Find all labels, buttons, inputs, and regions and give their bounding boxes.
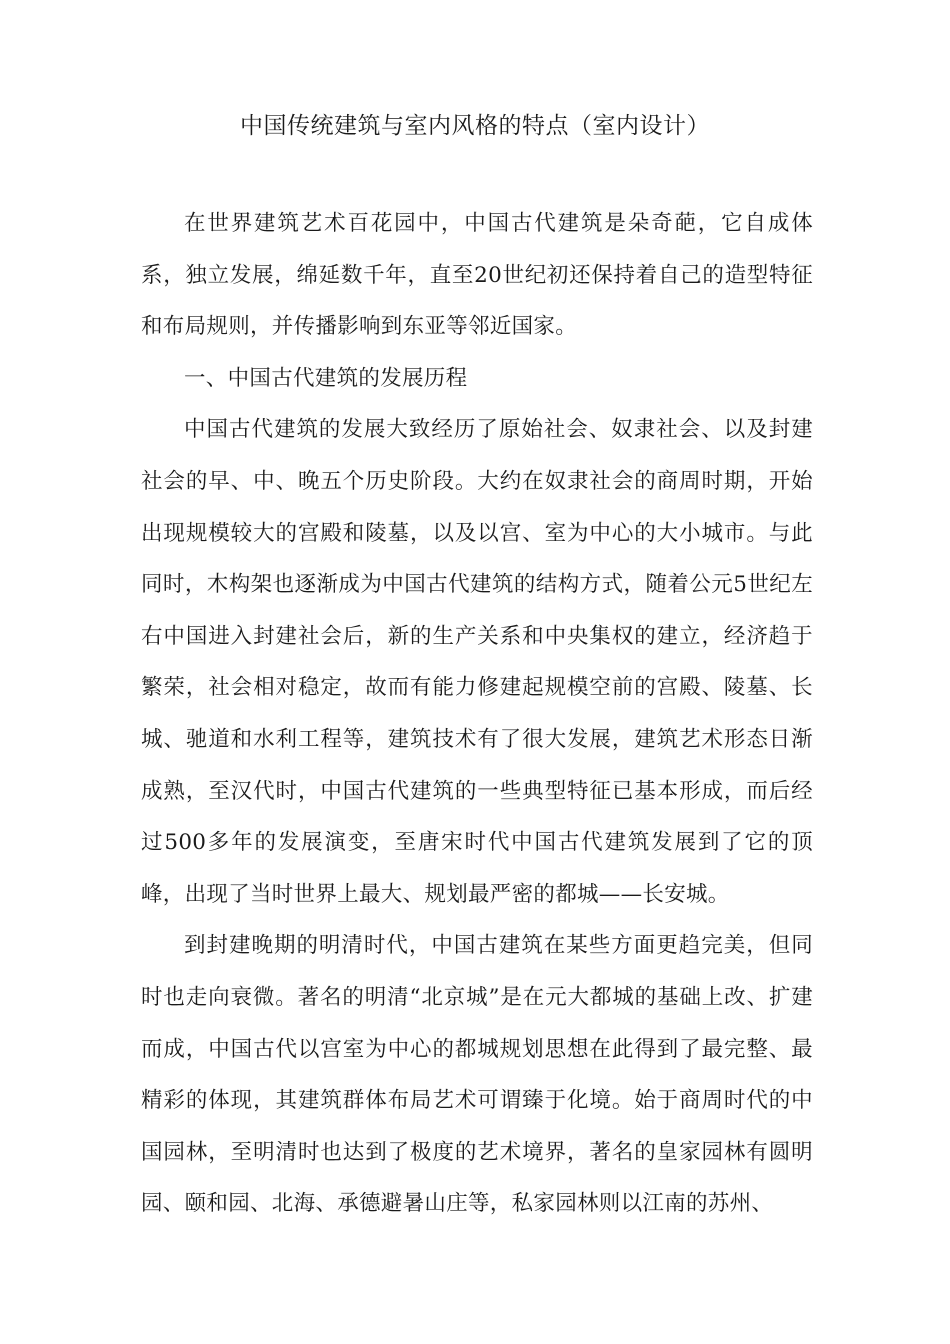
paragraph-ming-qing: 到封建晚期的明清时代，中国古建筑在某些方面更趋完美，但同时也走向衰微。著名的明清“北京城”是在元大都城的基础上改、扩建而成，中国古代以宫室为中心的都城规划思想在此得到了最完整、最精彩的体现，其建筑群体布局艺术可谓臻于化境。始于商周时代的中国园林，至明清时也达到了极度的艺术境界，著名的皇家园林有圆明园、颐和园、北海、承德避暑山庄等，私家园林则以江南的苏州、: [141, 933, 813, 1217]
document-body: [141, 198, 813, 1230]
paragraph-intro: 在世界建筑艺术百花园中，中国古代建筑是朵奇葩，它自成体系，独立发展，绵延数千年，直至20世纪初还保持着自己的造型特征和布局规则，并传播影响到东亚等邻近国家。: [141, 211, 813, 340]
section-heading: 一、中国古代建筑的发展历程: [184, 365, 468, 391]
paragraph-history: 中国古代建筑的发展大致经历了原始社会、奴隶社会、以及封建社会的早、中、晚五个历史阶段。大约在奴隶社会的商周时期，开始出现规模较大的宫殿和陵墓，以及以宫、室为中心的大小城市。与此同时，木构架也逐渐成为中国古代建筑的结构方式，随着公元5世纪左右中国进入封建社会后，新的生产关系和中央集权的建立，经济趋于繁荣，社会相对稳定，故而有能力修建起规模空前的宫殿、陵墓、长城、驰道和水利工程等，建筑技术有了很大发展，建筑艺术形态日渐成熟，至汉代时，中国古代建筑的一些典型特征已基本形成，而后经过500多年的发展演变，至唐宋时代中国古代建筑发展到了它的顶峰，出现了当时世界上最大、规划最严密的都城——长安城。: [141, 417, 813, 907]
document-title: 中国传统建筑与室内风格的特点（室内设计）: [240, 113, 710, 139]
